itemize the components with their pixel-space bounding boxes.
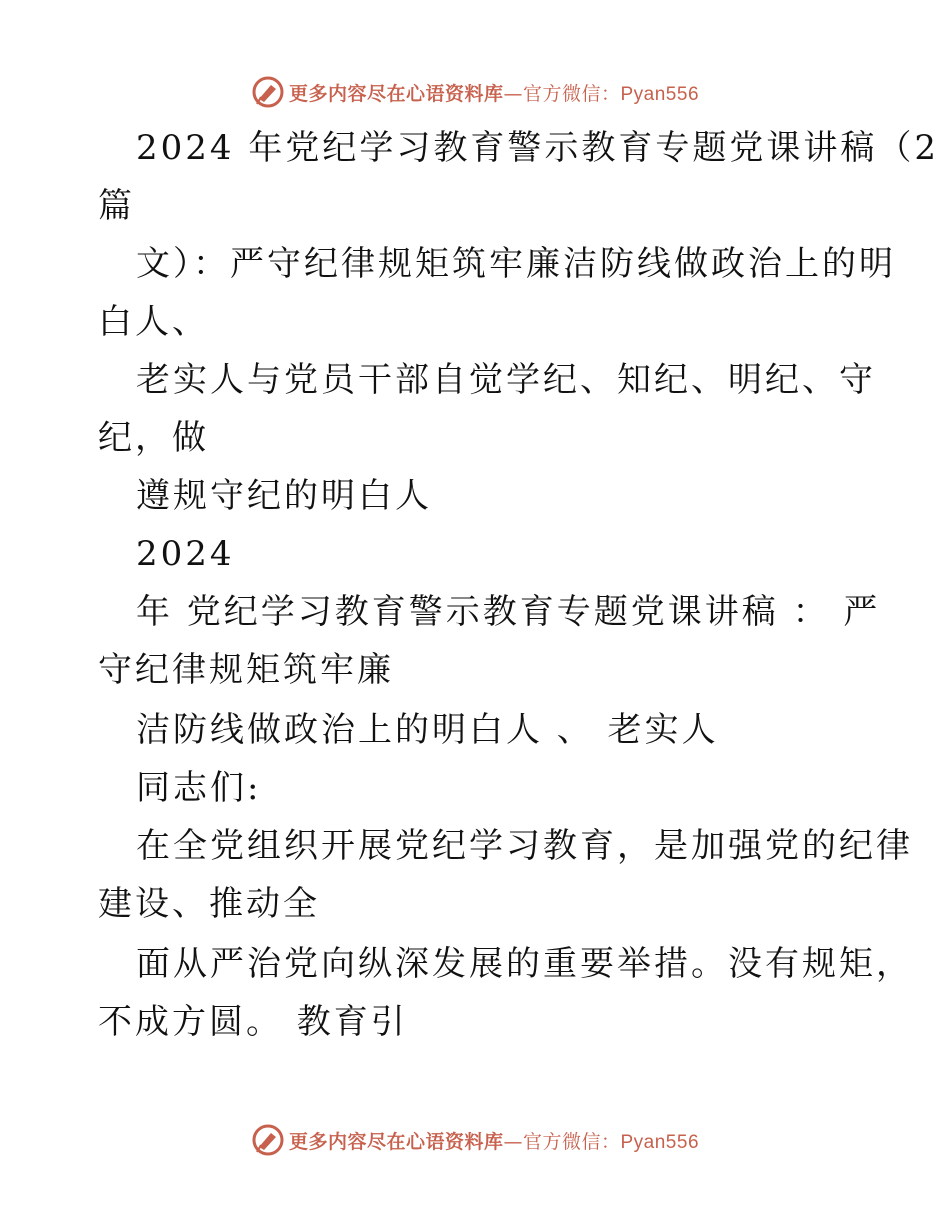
text-line: 面从严治党向纵深发展的重要举措。没有规矩，	[136, 944, 913, 984]
text-line: 白人、	[98, 302, 209, 342]
text-line: 遵规守纪的明白人	[136, 476, 432, 516]
text-line: 在全党组织开展党纪学习教育，是加强党的纪律	[136, 826, 913, 866]
footer-banner-text	[289, 1127, 699, 1154]
pen-nib-logo-icon	[251, 75, 285, 109]
text-line: 老实人与党员干部自觉学纪、知纪、明纪、守	[136, 360, 876, 400]
header-contact-label: 官方微信：	[522, 82, 621, 105]
text-line: 洁防线做政治上的明白人 、 老实人	[136, 710, 719, 750]
text-line: 同志们:	[136, 768, 262, 808]
header-banner	[0, 72, 950, 112]
header-contact-id: Pyan556	[620, 83, 700, 105]
text-line: 建设、推动全	[98, 884, 320, 924]
text-line: 2024 年党纪学习教育警示教育专题党课讲稿（2	[136, 128, 939, 168]
header-separator: —	[503, 82, 523, 105]
text-line: 纪，做	[98, 418, 209, 458]
text-line: 文）：严守纪律规矩筑牢廉洁防线做政治上的明	[136, 244, 896, 284]
header-banner-text	[289, 79, 699, 106]
footer-contact-label: 官方微信：	[522, 1130, 621, 1153]
text-line: 篇	[98, 186, 135, 226]
header-site-name: 更多内容尽在心语资料库	[288, 82, 504, 105]
footer-contact-id: Pyan556	[620, 1131, 700, 1153]
pen-nib-logo-icon	[251, 1123, 285, 1157]
text-line: 不成方圆。 教育引	[98, 1002, 408, 1042]
footer-banner	[0, 1120, 950, 1160]
text-line: 年 党纪学习教育警示教育专题党课讲稿 ： 严	[136, 592, 881, 632]
text-line: 守纪律规矩筑牢廉	[98, 650, 394, 690]
text-line: 2024	[136, 534, 235, 574]
footer-site-name: 更多内容尽在心语资料库	[288, 1130, 504, 1153]
footer-separator: —	[503, 1130, 523, 1153]
